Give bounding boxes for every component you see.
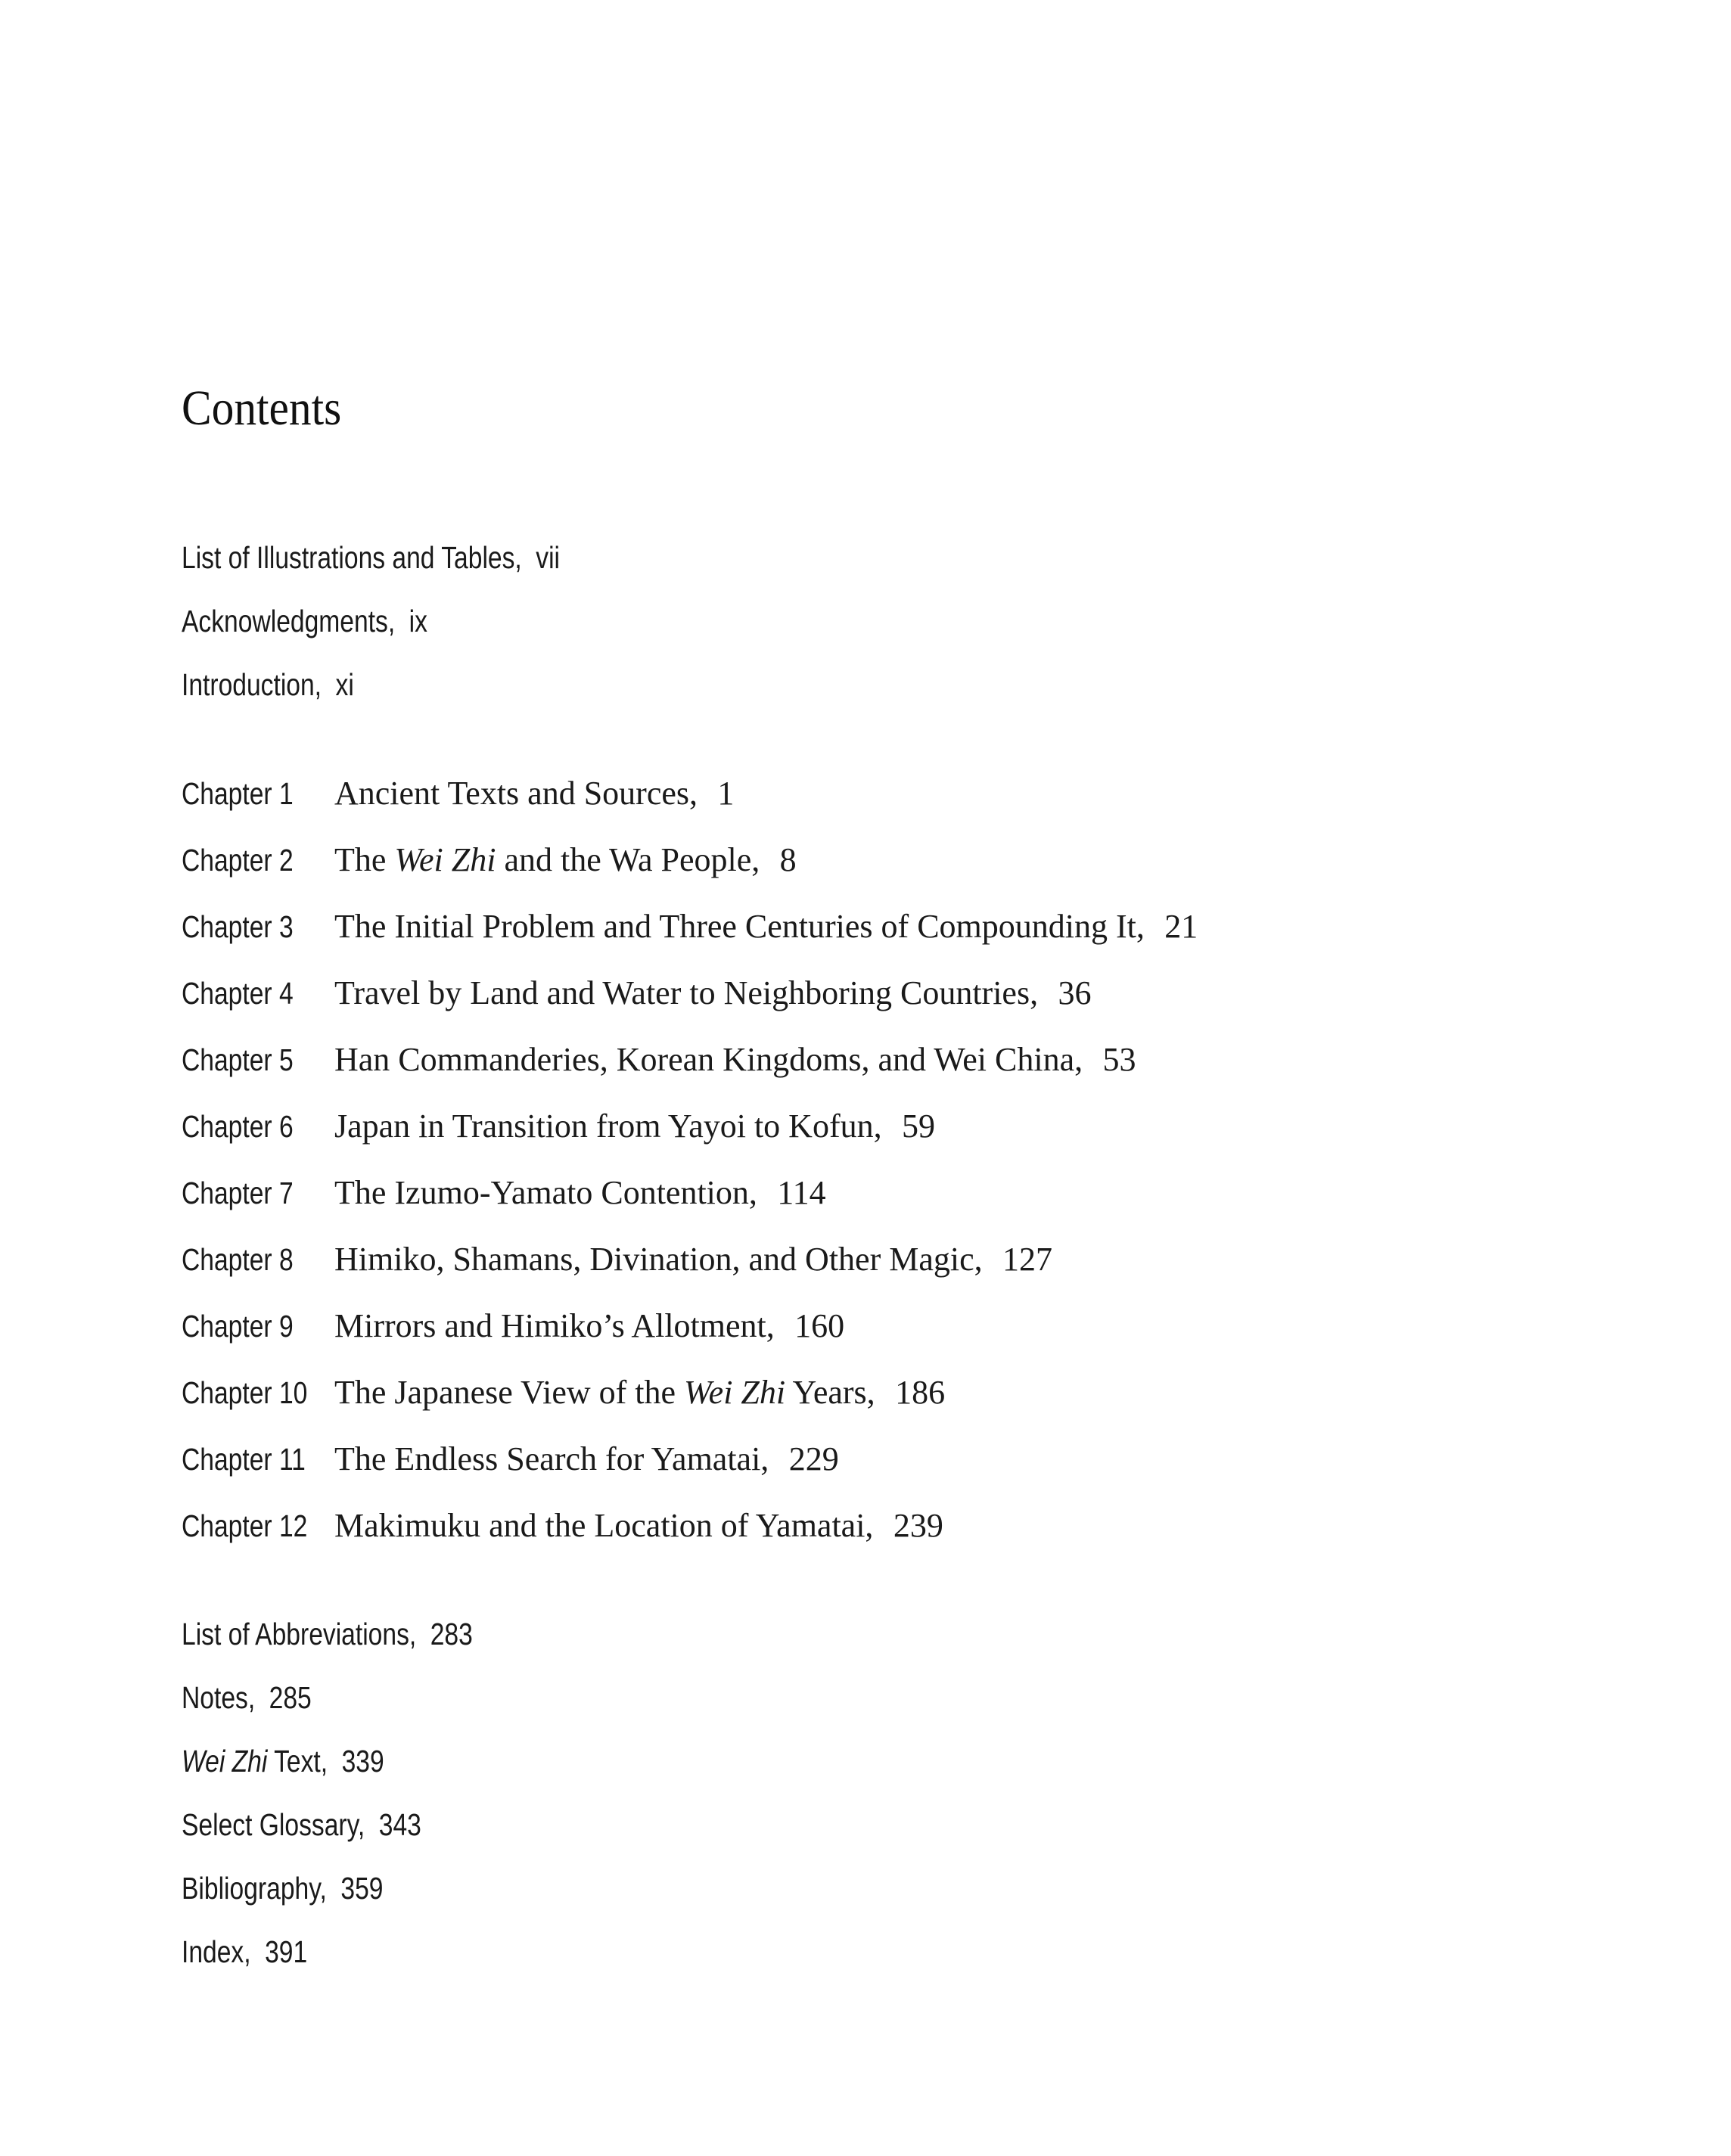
entry-label: Index, — [182, 1934, 251, 1969]
entry-page: vii — [536, 540, 561, 575]
chapter-label: Chapter 10 — [182, 1375, 308, 1410]
entry-label-italic: Wei Zhi — [182, 1744, 268, 1779]
chapter-title: The Wei Zhi and the Wa People, 8 — [334, 841, 797, 878]
chapter-title: The Izumo-Yamato Contention, 114 — [334, 1174, 826, 1211]
toc-entry-back-6[interactable] — [182, 1929, 335, 1974]
chapter-title: The Initial Problem and Three Centuries of Compounding It, 21 — [334, 908, 1198, 945]
entry-label: Text, — [267, 1744, 328, 1779]
chapter-title: Japan in Transition from Yayoi to Kofun, 59 — [334, 1108, 935, 1145]
entry-page: xi — [335, 667, 354, 702]
chapter-page: 36 — [1058, 974, 1092, 1011]
chapter-label: Chapter 12 — [182, 1508, 308, 1543]
entry-label: Bibliography, — [182, 1871, 327, 1906]
chapter-title: Ancient Texts and Sources, 1 — [334, 775, 735, 812]
chapter-page: 53 — [1102, 1041, 1136, 1078]
chapter-page: 8 — [779, 841, 797, 878]
chapter-label: Chapter 3 — [182, 909, 294, 944]
chapter-title: Mirrors and Himiko’s Allotment, 160 — [334, 1307, 845, 1344]
page-title: Contents — [182, 381, 342, 436]
entry-page: 391 — [265, 1934, 308, 1969]
chapter-page: 239 — [893, 1507, 943, 1544]
chapter-page: 229 — [788, 1440, 839, 1477]
chapter-title: Himiko, Shamans, Divination, and Other Magic, 127 — [334, 1241, 1053, 1278]
entry-page: 359 — [340, 1871, 384, 1906]
chapter-title: The Japanese View of the Wei Zhi Years, 186 — [334, 1374, 946, 1411]
chapter-title: The Endless Search for Yamatai, 229 — [334, 1440, 839, 1477]
chapter-label: Chapter 6 — [182, 1109, 294, 1144]
chapter-title: Travel by Land and Water to Neighboring Countries, 36 — [334, 974, 1092, 1011]
toc-entry-back-5[interactable] — [182, 1866, 427, 1911]
entry-label: Introduction, — [182, 667, 322, 702]
chapter-label: Chapter 4 — [182, 976, 294, 1011]
chapter-page: 160 — [794, 1307, 845, 1344]
chapter-page: 21 — [1164, 908, 1198, 945]
toc-entry-back-1[interactable] — [182, 1611, 536, 1657]
entry-page: 285 — [269, 1680, 312, 1715]
chapter-title: Han Commanderies, Korean Kingdoms, and Wei China, 53 — [334, 1041, 1136, 1078]
entry-page: 343 — [378, 1807, 421, 1842]
toc-entry-front-3[interactable] — [182, 662, 392, 707]
entry-label: List of Illustrations and Tables, — [182, 540, 522, 575]
entry-page: 339 — [341, 1744, 384, 1779]
chapter-page: 186 — [895, 1374, 946, 1411]
entry-page: 283 — [430, 1617, 473, 1651]
chapter-title: Makimuku and the Location of Yamatai, 239 — [334, 1507, 943, 1544]
chapter-label: Chapter 5 — [182, 1042, 294, 1077]
chapter-label: Chapter 7 — [182, 1176, 294, 1210]
chapter-page: 1 — [717, 775, 735, 812]
chapter-label: Chapter 9 — [182, 1309, 294, 1344]
chapter-page: 114 — [777, 1174, 826, 1211]
chapter-label: Chapter 2 — [182, 843, 294, 878]
toc-entry-front-2[interactable] — [182, 598, 481, 644]
chapter-page: 59 — [901, 1108, 935, 1145]
entry-label: List of Abbreviations, — [182, 1617, 417, 1651]
chapter-label: Chapter 8 — [182, 1242, 294, 1277]
toc-entry-back-3[interactable] — [182, 1738, 428, 1784]
chapter-page: 127 — [1002, 1241, 1053, 1278]
entry-page: ix — [409, 604, 427, 638]
entry-label: Select Glossary, — [182, 1807, 365, 1842]
toc-entry-back-2[interactable] — [182, 1675, 340, 1720]
chapter-label: Chapter 11 — [182, 1442, 306, 1477]
entry-label: Acknowledgments, — [182, 604, 396, 638]
entry-label: Notes, — [182, 1680, 256, 1715]
toc-entry-back-4[interactable] — [182, 1802, 474, 1847]
chapter-label: Chapter 1 — [182, 776, 294, 811]
toc-entry-front-1[interactable] — [182, 535, 643, 580]
